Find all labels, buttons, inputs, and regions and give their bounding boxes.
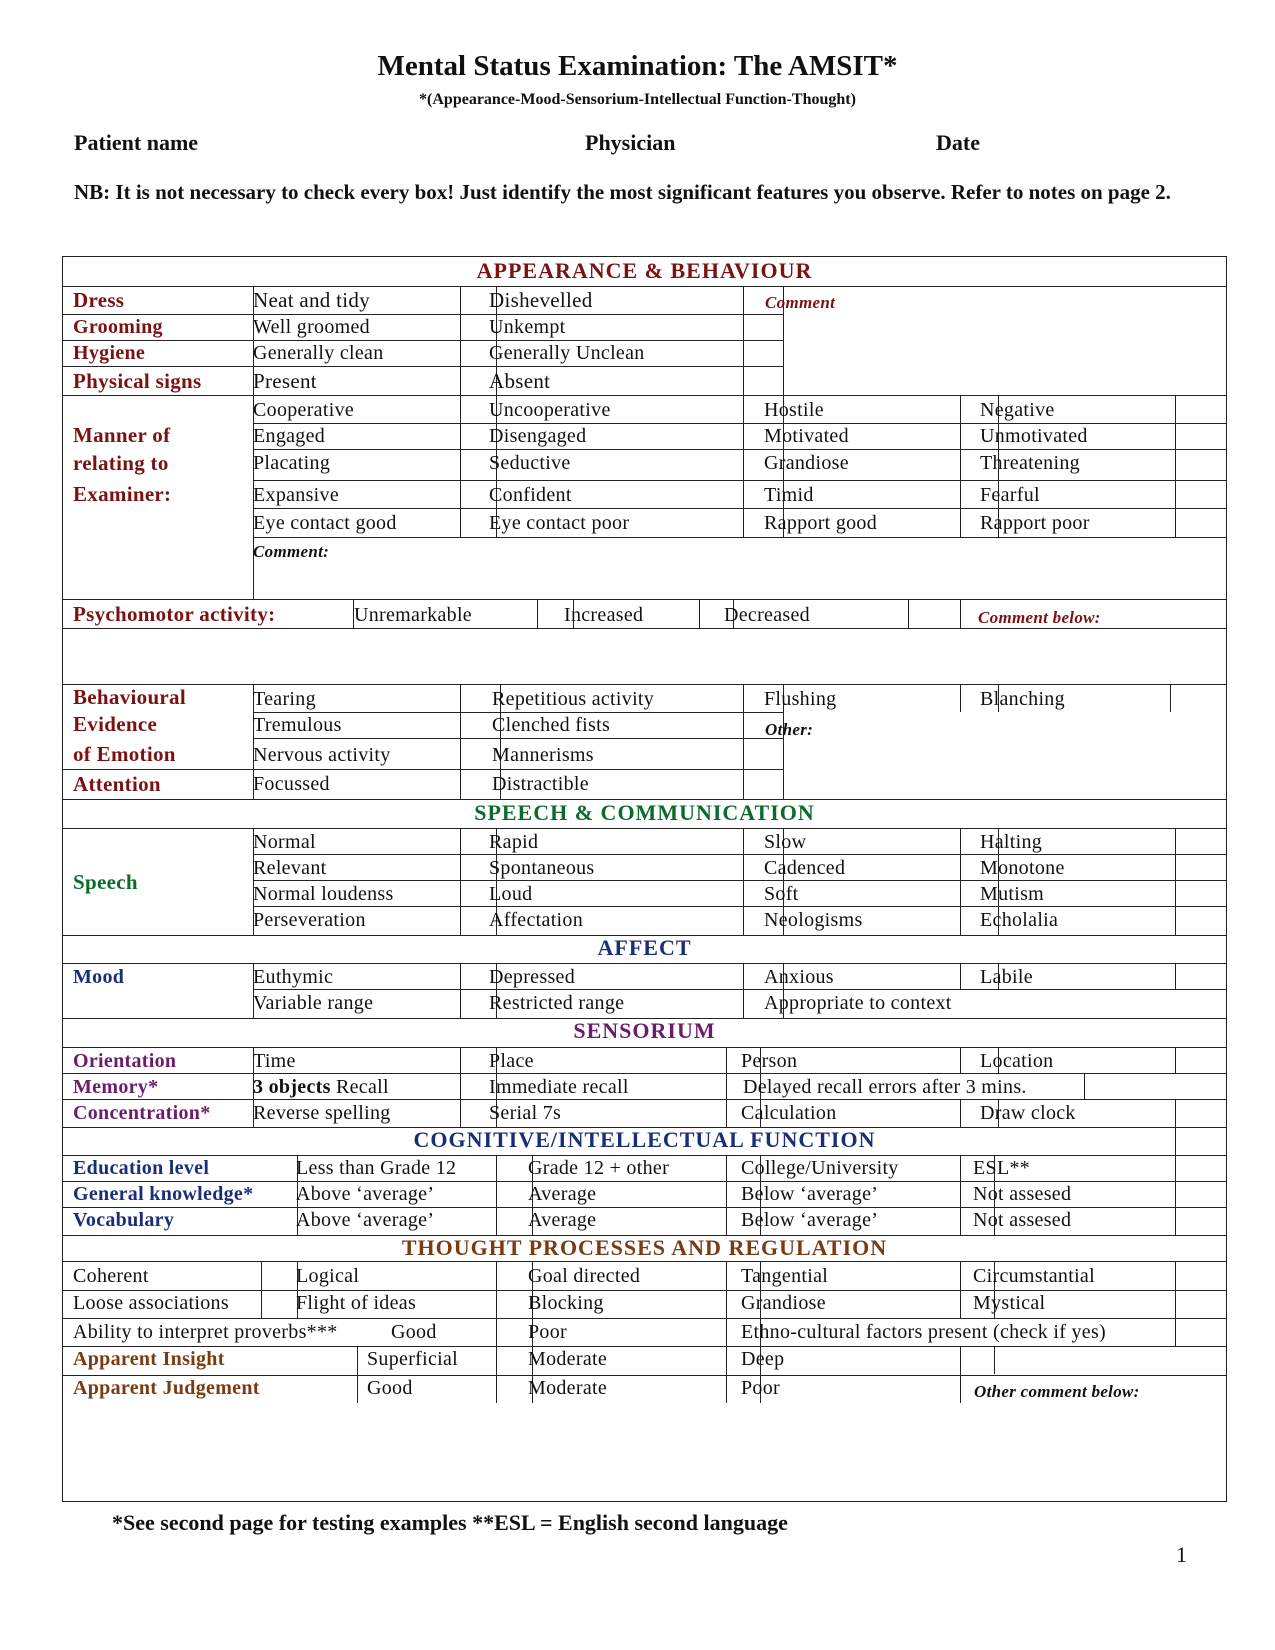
- option-location[interactable]: Location: [980, 1050, 1054, 1072]
- option-loud[interactable]: Loud: [489, 883, 533, 905]
- option-college-university[interactable]: College/University: [741, 1157, 899, 1179]
- page-subtitle: *(Appearance-Mood-Sensorium-Intellectual Function-Thought): [419, 91, 856, 108]
- hygiene-label: Hygiene: [73, 342, 146, 364]
- option-unremarkable[interactable]: Unremarkable: [354, 604, 472, 626]
- amsit-form: [62, 256, 1227, 1502]
- option-judgement-good[interactable]: Good: [367, 1377, 413, 1399]
- option-rapport-good[interactable]: Rapport good: [764, 512, 878, 534]
- option-mystical[interactable]: Mystical: [973, 1292, 1046, 1314]
- general-knowledge-label: General knowledge*: [73, 1183, 254, 1205]
- option-uncooperative[interactable]: Uncooperative: [489, 399, 611, 421]
- option-decreased[interactable]: Decreased: [724, 604, 810, 626]
- option-gk-above-average[interactable]: Above ‘average’: [296, 1183, 435, 1205]
- option-tremulous[interactable]: Tremulous: [253, 714, 342, 736]
- option-absent[interactable]: Absent: [489, 369, 551, 393]
- option-restricted-range[interactable]: Restricted range: [489, 992, 625, 1014]
- option-gk-not-assessed[interactable]: Not assesed: [973, 1183, 1072, 1205]
- page-title: Mental Status Examination: The AMSIT*: [377, 50, 898, 82]
- option-insight-superficial[interactable]: Superficial: [367, 1348, 459, 1370]
- option-hostile[interactable]: Hostile: [764, 399, 824, 421]
- option-vocab-not-assessed[interactable]: Not assesed: [973, 1209, 1072, 1231]
- option-judgement-poor[interactable]: Poor: [741, 1377, 780, 1399]
- mood-label: Mood: [73, 966, 125, 988]
- option-three-objects-recall[interactable]: [253, 1074, 389, 1100]
- orientation-label: Orientation: [73, 1050, 177, 1072]
- behavioural-label-1: Behavioural: [73, 685, 186, 709]
- option-vocab-above-average[interactable]: Above ‘average’: [296, 1209, 435, 1231]
- option-neat-and-tidy[interactable]: Neat and tidy: [253, 288, 371, 312]
- option-reverse-spelling[interactable]: Reverse spelling: [253, 1102, 391, 1124]
- option-appropriate-to-context[interactable]: Appropriate to context: [764, 992, 952, 1014]
- grooming-label: Grooming: [73, 316, 163, 338]
- option-gk-below-average[interactable]: Below ‘average’: [741, 1183, 879, 1205]
- section-sensorium-header: SENSORIUM: [573, 1018, 716, 1043]
- option-dishevelled[interactable]: Dishevelled: [489, 288, 593, 312]
- option-soft[interactable]: Soft: [764, 883, 799, 905]
- option-unkempt[interactable]: Unkempt: [489, 316, 566, 338]
- option-focussed[interactable]: Focussed: [253, 773, 330, 795]
- memory-label: Memory*: [73, 1076, 159, 1098]
- option-immediate-recall[interactable]: Immediate recall: [489, 1076, 629, 1098]
- patient-name-label: Patient name: [74, 130, 199, 155]
- option-negative[interactable]: Negative: [980, 399, 1055, 421]
- recall-text: Recall: [330, 1076, 389, 1098]
- option-repetitious-activity[interactable]: Repetitious activity: [492, 688, 655, 710]
- proverbs-label: Ability to interpret proverbs***: [73, 1321, 338, 1343]
- option-flight-of-ideas[interactable]: Flight of ideas: [296, 1292, 417, 1314]
- option-generally-unclean[interactable]: Generally Unclean: [489, 342, 645, 364]
- option-spontaneous[interactable]: Spontaneous: [489, 857, 595, 879]
- option-esl[interactable]: ESL**: [973, 1157, 1031, 1179]
- option-confident[interactable]: Confident: [489, 484, 572, 506]
- option-rapport-poor[interactable]: Rapport poor: [980, 512, 1090, 534]
- option-variable-range[interactable]: Variable range: [253, 992, 374, 1014]
- option-normal-loudness[interactable]: Normal loudenss: [253, 883, 394, 905]
- three-objects-text: 3 objects: [253, 1076, 331, 1098]
- option-grade-12-other[interactable]: Grade 12 + other: [528, 1157, 670, 1179]
- option-blanching[interactable]: Blanching: [980, 688, 1065, 710]
- speech-label: Speech: [73, 870, 138, 894]
- option-distractible[interactable]: Distractible: [492, 773, 589, 795]
- option-coherent[interactable]: Coherent: [73, 1265, 149, 1287]
- apparent-judgement-label: Apparent Judgement: [73, 1377, 260, 1399]
- option-expansive[interactable]: Expansive: [253, 484, 340, 506]
- section-cognitive-header: COGNITIVE/INTELLECTUAL FUNCTION: [413, 1127, 876, 1152]
- option-monotone[interactable]: Monotone: [980, 857, 1065, 879]
- option-gk-average[interactable]: Average: [528, 1183, 597, 1205]
- behavioural-label-2: Evidence: [73, 712, 158, 736]
- option-cadenced[interactable]: Cadenced: [764, 857, 846, 879]
- option-anxious[interactable]: Anxious: [764, 966, 834, 988]
- section-affect-header: AFFECT: [597, 935, 692, 960]
- option-logical[interactable]: Logical: [296, 1265, 360, 1287]
- option-eye-contact-poor[interactable]: Eye contact poor: [489, 512, 630, 534]
- option-proverbs-good[interactable]: Good: [391, 1321, 437, 1343]
- option-tearing[interactable]: Tearing: [253, 688, 316, 710]
- option-engaged[interactable]: Engaged: [253, 425, 326, 447]
- option-halting[interactable]: Halting: [980, 831, 1043, 853]
- concentration-label: Concentration*: [73, 1102, 211, 1124]
- option-euthymic[interactable]: Euthymic: [253, 966, 334, 988]
- option-slow[interactable]: Slow: [764, 831, 807, 853]
- option-motivated[interactable]: Motivated: [764, 425, 849, 447]
- option-circumstantial[interactable]: Circumstantial: [973, 1265, 1095, 1287]
- option-labile[interactable]: Labile: [980, 966, 1033, 988]
- appearance-comment-label: Comment: [765, 293, 836, 312]
- section-appearance-header: APPEARANCE & BEHAVIOUR: [476, 258, 813, 283]
- option-grandiose-manner[interactable]: Grandiose: [764, 452, 849, 474]
- option-flushing[interactable]: Flushing: [764, 688, 837, 710]
- option-clenched-fists[interactable]: Clenched fists: [492, 714, 611, 736]
- behavioural-label-3: of Emotion: [73, 742, 176, 766]
- option-normal-speech[interactable]: Normal: [253, 831, 316, 853]
- option-serial-7s[interactable]: Serial 7s: [489, 1102, 562, 1124]
- option-insight-deep[interactable]: Deep: [741, 1348, 785, 1370]
- other-comment-label: Other comment below:: [974, 1382, 1140, 1401]
- option-mutism[interactable]: Mutism: [980, 883, 1045, 905]
- vocabulary-label: Vocabulary: [73, 1209, 175, 1231]
- option-timid[interactable]: Timid: [764, 484, 814, 506]
- option-fearful[interactable]: Fearful: [980, 484, 1040, 506]
- instruction-note: NB: It is not necessary to check every box! Just identify the most significant features you observe. Refer to notes on page 2.: [74, 180, 1171, 204]
- option-ethno-cultural-factors[interactable]: Ethno-cultural factors present (check if yes): [741, 1321, 1107, 1343]
- option-person[interactable]: Person: [741, 1050, 798, 1072]
- option-relevant[interactable]: Relevant: [253, 857, 327, 879]
- apparent-insight-label: Apparent Insight: [73, 1348, 225, 1370]
- option-mannerisms[interactable]: Mannerisms: [492, 744, 594, 766]
- option-vocab-average[interactable]: Average: [528, 1209, 597, 1231]
- date-label: Date: [936, 130, 980, 155]
- physical-signs-label: Physical signs: [73, 369, 202, 393]
- section-thought-header: THOUGHT PROCESSES AND REGULATION: [401, 1235, 888, 1260]
- option-perseveration[interactable]: Perseveration: [253, 909, 366, 931]
- physician-label: Physician: [585, 130, 676, 155]
- option-depressed[interactable]: Depressed: [489, 966, 576, 988]
- option-loose-associations[interactable]: Loose associations: [73, 1292, 229, 1314]
- option-blocking[interactable]: Blocking: [528, 1292, 604, 1314]
- option-cooperative[interactable]: Cooperative: [253, 399, 355, 421]
- manner-label-1: Manner of: [73, 423, 171, 447]
- option-tangential[interactable]: Tangential: [741, 1265, 829, 1287]
- option-placating[interactable]: Placating: [253, 452, 331, 474]
- section-speech-header: SPEECH & COMMUNICATION: [474, 800, 815, 825]
- psychomotor-label: Psychomotor activity:: [73, 602, 276, 626]
- option-unmotivated[interactable]: Unmotivated: [980, 425, 1088, 447]
- option-eye-contact-good[interactable]: Eye contact good: [253, 512, 397, 534]
- option-judgement-moderate[interactable]: Moderate: [528, 1377, 608, 1399]
- option-time[interactable]: Time: [253, 1050, 296, 1072]
- option-generally-clean[interactable]: Generally clean: [253, 342, 384, 364]
- option-disengaged[interactable]: Disengaged: [489, 425, 587, 447]
- option-draw-clock[interactable]: Draw clock: [980, 1102, 1076, 1124]
- option-insight-moderate[interactable]: Moderate: [528, 1348, 608, 1370]
- option-present[interactable]: Present: [253, 369, 317, 393]
- option-threatening[interactable]: Threatening: [980, 452, 1080, 474]
- behavioural-other-label: Other:: [765, 720, 814, 739]
- option-increased[interactable]: Increased: [564, 604, 644, 626]
- option-vocab-below-average[interactable]: Below ‘average’: [741, 1209, 879, 1231]
- page-number: 1: [1176, 1542, 1187, 1567]
- dress-label: Dress: [73, 288, 125, 312]
- option-rapid[interactable]: Rapid: [489, 831, 539, 853]
- manner-comment-label: Comment:: [253, 542, 330, 561]
- manner-label-3: Examiner:: [73, 482, 172, 506]
- option-calculation[interactable]: Calculation: [741, 1102, 837, 1124]
- option-well-groomed[interactable]: Well groomed: [253, 316, 370, 338]
- option-seductive[interactable]: Seductive: [489, 452, 571, 474]
- option-affectation[interactable]: Affectation: [489, 909, 584, 931]
- option-proverbs-poor[interactable]: Poor: [528, 1321, 567, 1343]
- option-neologisms[interactable]: Neologisms: [764, 909, 863, 931]
- option-echolalia[interactable]: Echolalia: [980, 909, 1059, 931]
- option-goal-directed[interactable]: Goal directed: [528, 1265, 641, 1287]
- option-delayed-recall[interactable]: Delayed recall errors after 3 mins.: [743, 1076, 1027, 1098]
- education-level-label: Education level: [73, 1157, 210, 1179]
- option-less-than-grade-12[interactable]: Less than Grade 12: [296, 1157, 457, 1179]
- psychomotor-comment-label: Comment below:: [978, 608, 1101, 627]
- option-place[interactable]: Place: [489, 1050, 534, 1072]
- option-grandiose-thought[interactable]: Grandiose: [741, 1292, 826, 1314]
- footer-note: *See second page for testing examples **ESL = English second language: [112, 1510, 788, 1535]
- attention-label: Attention: [73, 772, 161, 796]
- option-nervous-activity[interactable]: Nervous activity: [253, 744, 391, 766]
- manner-label-2: relating to: [73, 451, 169, 475]
